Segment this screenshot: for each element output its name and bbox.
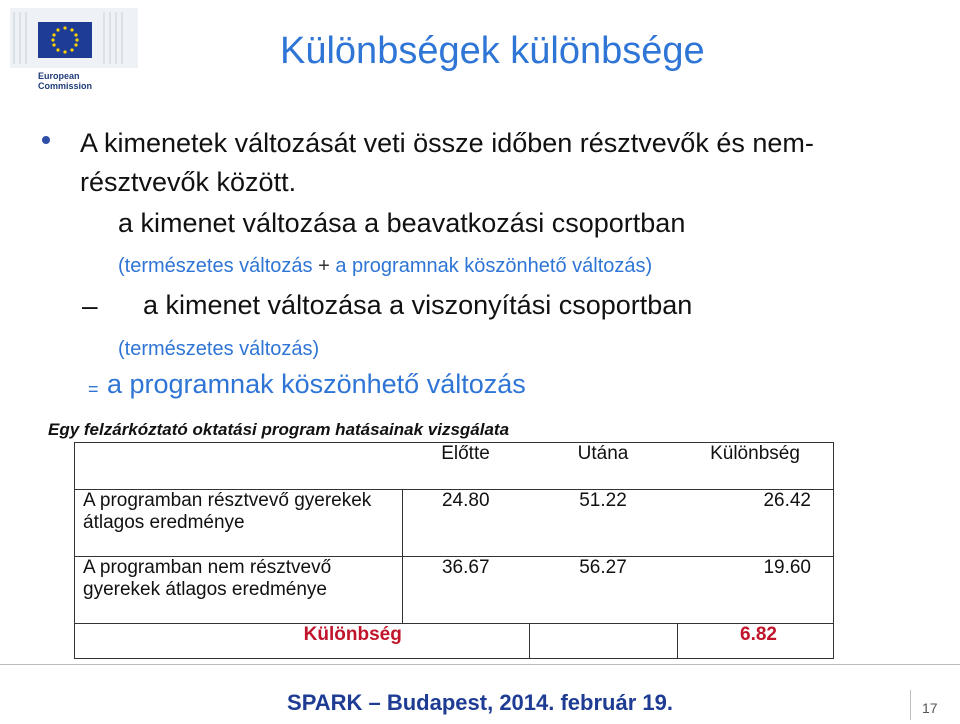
minus-sign: – xyxy=(82,290,98,321)
bullet-text: A kimenetek változását veti össze időben résztvevők és nem-résztvevők között. xyxy=(80,128,814,197)
footer-divider xyxy=(0,664,960,665)
row-after: 56.27 xyxy=(529,557,677,624)
control-change-line: a kimenet változása a viszonyítási csoportban xyxy=(143,290,693,320)
natural-change-text: (természetes változás xyxy=(118,255,313,277)
logo-line-1: European xyxy=(38,71,80,81)
row-before: 24.80 xyxy=(402,490,529,557)
header-empty-cell xyxy=(75,443,403,490)
diff-empty-cell xyxy=(529,624,677,659)
results-table xyxy=(74,442,834,659)
result-line: a programnak köszönhető változás xyxy=(107,369,526,399)
treatment-change-line: a kimenet változása a beavatkozási csoportban xyxy=(118,208,686,238)
table-diff-row xyxy=(75,624,834,659)
row-after: 51.22 xyxy=(529,490,677,557)
row-label: A programban nem résztvevő gyerekek átlagos eredménye xyxy=(75,557,403,624)
header-diff: Különbség xyxy=(677,443,834,490)
row-diff: 19.60 xyxy=(677,557,834,624)
natural-change-line: (természetes változás) xyxy=(118,338,320,360)
row-before: 36.67 xyxy=(402,557,529,624)
bullet-dot-icon xyxy=(42,136,50,144)
logo-line-2: Commission xyxy=(38,81,93,91)
program-change-text: a programnak köszönhető változás) xyxy=(335,255,653,277)
row-diff: 26.42 xyxy=(677,490,834,557)
slide-title: Különbségek különbsége xyxy=(280,30,705,72)
plus-sign: + xyxy=(318,255,330,277)
equals-sign: = xyxy=(88,379,99,399)
table-row xyxy=(75,490,834,557)
diff-value: 6.82 xyxy=(677,624,834,659)
european-commission-logo xyxy=(10,8,138,90)
header-after: Utána xyxy=(529,443,677,490)
diff-label: Különbség xyxy=(75,624,530,659)
table-row xyxy=(75,557,834,624)
footer-text: SPARK – Budapest, 2014. február 19. xyxy=(287,690,673,715)
header-before: Előtte xyxy=(402,443,529,490)
natural-plus-program-line xyxy=(118,255,652,278)
table-caption: Egy felzárkóztató oktatási program hatásainak vizsgálata xyxy=(48,420,510,439)
table-header-row xyxy=(75,443,834,490)
logo-text xyxy=(38,71,92,91)
eu-flag-icon xyxy=(10,8,138,68)
page-number: 17 xyxy=(922,700,938,716)
row-label: A programban résztvevő gyerekek átlagos eredménye xyxy=(75,490,403,557)
